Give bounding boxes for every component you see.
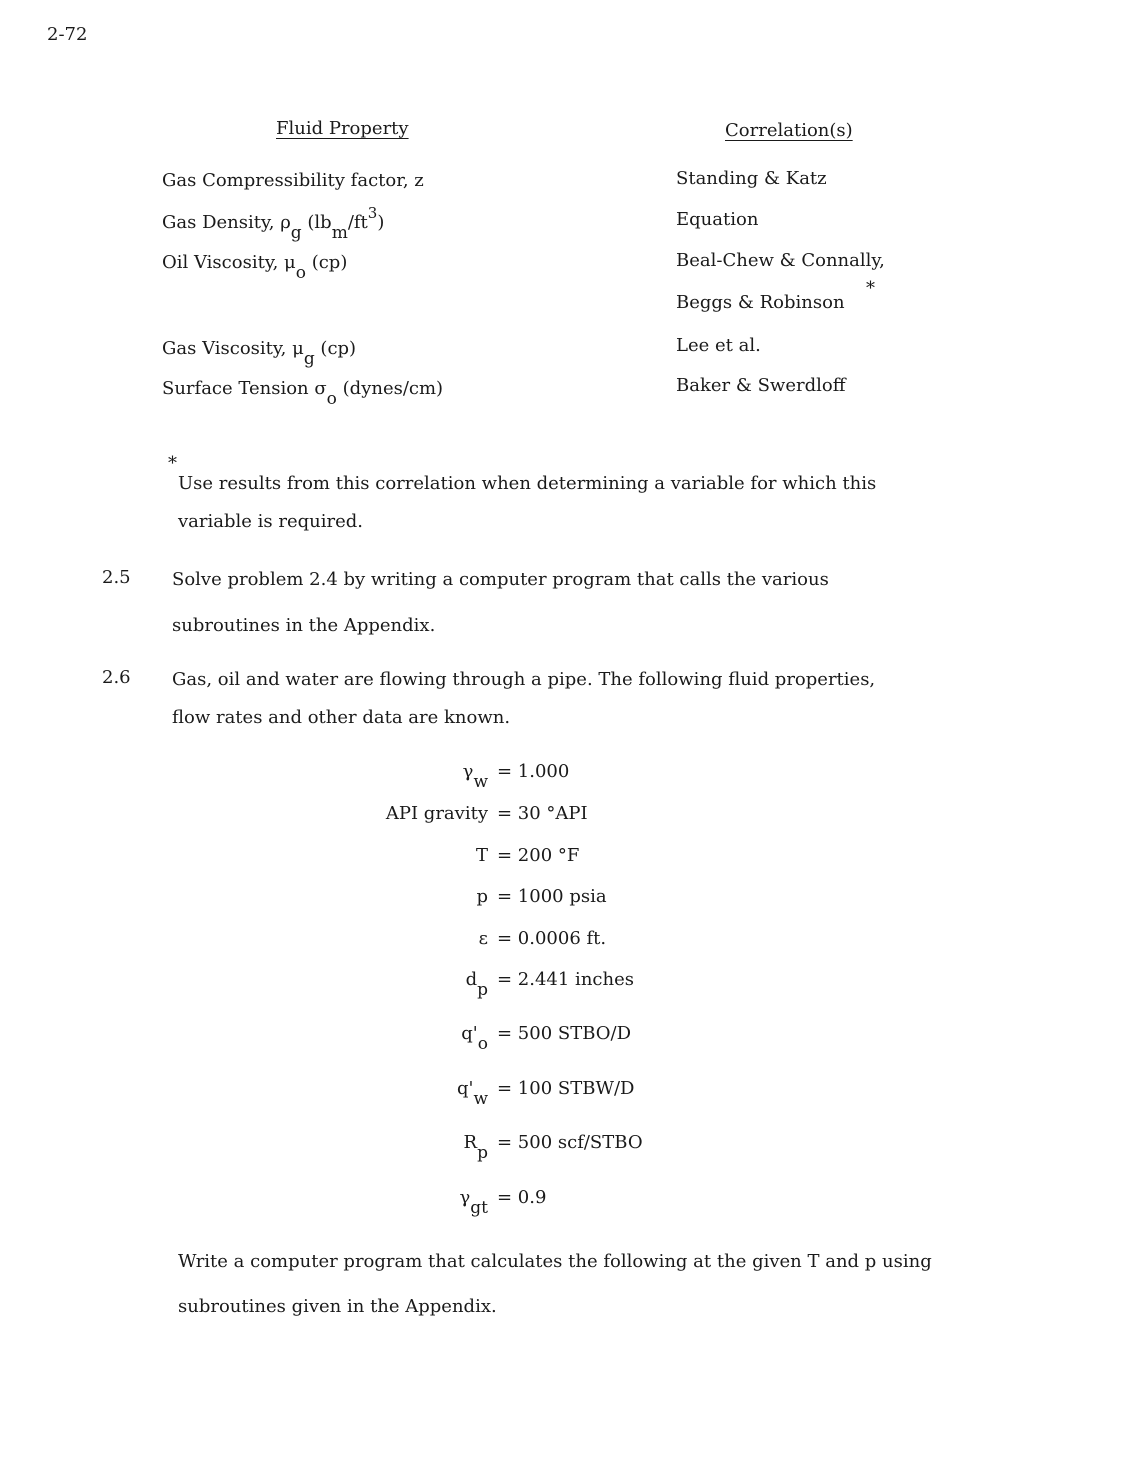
subscript: g [303,349,315,369]
page-number: 2-72 [47,24,88,45]
unit-text: (lb [301,212,332,233]
closing-line-2: subroutines given in the Appendix. [178,1296,497,1317]
subscript: gt [470,1198,488,1218]
data-symbol [463,1132,488,1163]
subscript: p [477,1143,488,1163]
subscript: p [477,980,488,1000]
data-symbol [465,969,488,1000]
footnote-line-2: variable is required. [178,511,363,532]
subscript: o [326,389,337,409]
property-surface-tension [162,378,444,409]
property-text: Oil Viscosity, μ [162,252,296,273]
property-text: Gas Viscosity, μ [162,338,304,359]
property-oil-viscosity [162,252,348,283]
symbol-text: API gravity [385,803,488,824]
data-symbol [456,1078,488,1109]
data-value: = 100 STBW/D [497,1078,635,1099]
subscript: m [331,223,348,243]
symbol-text: γ [459,1187,471,1208]
subscript: o [295,263,306,283]
symbol-text: p [476,886,488,907]
data-value: = 30 °API [497,803,588,824]
data-symbol [386,805,488,823]
problem-2-5-line-2: subroutines in the Appendix. [172,615,436,636]
property-gas-viscosity [162,338,357,369]
problem-2-5-line-1: Solve problem 2.4 by writing a computer program that calls the various [172,569,829,590]
property-text: Gas Compressibility factor, z [162,170,424,191]
symbol-text: d [465,969,478,990]
correlation-equation: Equation [676,209,759,230]
problem-2-6-line-2: flow rates and other data are known. [172,707,511,728]
property-text: Surface Tension σ [162,378,327,399]
unit-text: (cp) [305,252,348,273]
data-symbol [479,930,488,948]
data-value: = 0.9 [497,1187,547,1208]
asterisk-marker: * [866,278,875,299]
unit-text: (cp) [314,338,357,359]
symbol-text: q' [456,1078,474,1099]
unit-text: ) [377,212,385,233]
data-value: = 0.0006 ft. [497,928,607,949]
superscript: 3 [367,204,378,222]
property-gas-density [162,204,385,243]
data-symbol [459,1187,488,1218]
problem-2-6-number: 2.6 [102,667,131,688]
subscript: w [473,772,488,792]
data-value: = 500 STBO/D [497,1023,632,1044]
problem-2-5-number: 2.5 [102,567,131,588]
data-symbol [462,761,488,792]
unit-text: /ft [347,212,368,233]
subscript: w [473,1089,488,1109]
symbol-text: q' [461,1023,478,1044]
footnote-marker: * [168,453,177,474]
data-value: = 1.000 [497,761,570,782]
header-fluid-property: Fluid Property [276,118,409,139]
property-text: Gas Density, ρ [162,212,291,233]
footnote-line-1: Use results from this correlation when determining a variable for which this [178,473,877,494]
header-correlation: Correlation(s) [725,120,853,141]
symbol-text: γ [462,761,474,782]
data-symbol [461,1023,488,1054]
correlation-beggs-robinson: Beggs & Robinson [676,292,845,313]
symbol-text: R [463,1132,478,1153]
correlation-lee: Lee et al. [676,335,761,356]
property-gas-compressibility [162,172,424,190]
correlation-baker-swerdloff: Baker & Swerdloff [676,375,846,396]
data-value: = 200 °F [497,845,580,866]
data-value: = 2.441 inches [497,969,634,990]
symbol-text: T [475,845,488,866]
subscript: o [477,1034,488,1054]
correlation-standing-katz: Standing & Katz [676,168,827,189]
data-symbol [476,888,488,906]
subscript: g [290,223,302,243]
data-symbol [476,847,488,865]
closing-line-1: Write a computer program that calculates the following at the given T and p using [178,1251,932,1272]
data-value: = 1000 psia [497,886,607,907]
data-value: = 500 scf/STBO [497,1132,643,1153]
correlation-beal-chew: Beal-Chew & Connally, [676,250,885,271]
unit-text: (dynes/cm) [336,378,444,399]
problem-2-6-line-1: Gas, oil and water are flowing through a pipe. The following fluid properties, [172,669,876,690]
symbol-text: ε [478,928,488,949]
